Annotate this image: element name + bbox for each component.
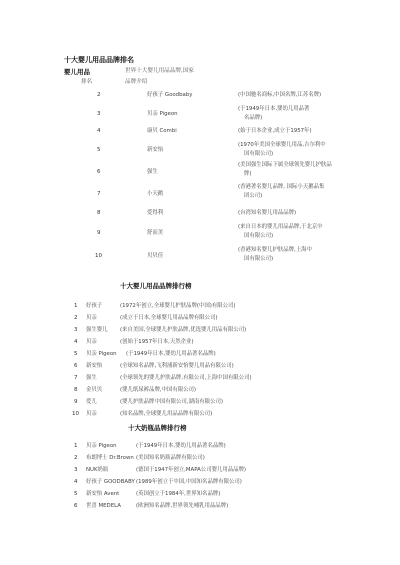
row-brand: NUK奶瓶 bbox=[86, 467, 109, 473]
row-desc-line: (香港知名婴儿护肤品牌,上海中 bbox=[238, 247, 312, 253]
section1-category: 婴儿用品 bbox=[64, 68, 90, 76]
row-number: 6 bbox=[97, 169, 101, 175]
row-number: 2 bbox=[97, 92, 101, 98]
row-number: 5 bbox=[74, 351, 78, 357]
row-desc: (欧洲知名品牌,世界领先哺乳用品品牌) bbox=[136, 503, 229, 509]
row-desc: (于1949年日本,婴幼儿用品著名品牌) bbox=[126, 351, 216, 357]
row-brand: 爱儿 bbox=[86, 399, 97, 405]
row-brand: 强生婴儿 bbox=[86, 327, 108, 333]
row-brand: 世喜 MEDELA bbox=[86, 503, 121, 509]
document-title: 十大婴儿用品品牌排名 bbox=[64, 56, 134, 64]
section2-title: 十大婴儿用品品牌排行榜 bbox=[120, 282, 192, 290]
row-desc-line: 国有限公司) bbox=[244, 151, 274, 157]
row-brand: 好孩子 Goodbaby bbox=[147, 92, 193, 98]
section1-col-rank: 排名 bbox=[81, 79, 93, 85]
row-brand: 强生 bbox=[147, 169, 158, 175]
row-number: 10 bbox=[72, 411, 79, 417]
row-brand: 强生 bbox=[86, 375, 97, 381]
row-desc: (1989年创立于中国,中国知名品牌有限公司) bbox=[136, 479, 242, 485]
row-brand: 康贝 Combi bbox=[147, 128, 177, 134]
row-brand: 新安怡 Avent bbox=[86, 491, 120, 497]
row-number: 2 bbox=[74, 315, 78, 321]
row-number: 1 bbox=[74, 303, 78, 309]
row-desc-line: (来自日本的婴儿用品品牌,于北京中 bbox=[238, 224, 323, 230]
row-desc-line: (1970年美国全球婴儿用品,吉尔利中 bbox=[238, 142, 326, 148]
row-brand: 贝亲 bbox=[86, 315, 97, 321]
row-desc: (英国创立于1984年,世界知名品牌) bbox=[136, 491, 221, 497]
row-number: 8 bbox=[97, 210, 101, 216]
section1-desc-header: 世界十大婴儿用品品牌,国家 bbox=[125, 68, 194, 74]
row-number: 6 bbox=[74, 503, 78, 509]
row-desc: (婴儿纸尿裤品牌,中国有限公司) bbox=[120, 387, 196, 393]
row-number: 7 bbox=[97, 191, 101, 197]
row-desc: (美国知名奶瓶品牌有限公司) bbox=[136, 455, 205, 461]
row-number: 5 bbox=[97, 147, 101, 153]
row-desc-line: 团公司) bbox=[244, 193, 263, 199]
row-number: 10 bbox=[95, 253, 102, 259]
row-desc: (全球领先的婴儿护肤品牌,有限公司,上海中国有限公司) bbox=[120, 375, 252, 381]
row-desc-line: (台湾知名婴儿用品品牌) bbox=[238, 210, 297, 216]
row-brand: 爱得利 bbox=[147, 210, 164, 216]
row-desc-line: (美国强生国际下属全球领先婴儿护肤品 bbox=[238, 162, 332, 168]
row-number: 5 bbox=[74, 491, 78, 497]
section1-col-detail: 品牌介绍 bbox=[125, 79, 148, 85]
row-desc: (成立于日本,全球婴儿用品品牌有限公司) bbox=[120, 315, 218, 321]
row-brand: 舒而美 bbox=[147, 230, 164, 236]
row-brand: 新安怡 bbox=[147, 147, 164, 153]
row-number: 7 bbox=[74, 375, 78, 381]
row-desc: (创始于1957年日本,天然企业) bbox=[120, 339, 194, 345]
row-brand: 贝亲 bbox=[86, 339, 97, 345]
row-desc-line: 国有限公司) bbox=[244, 256, 274, 262]
row-brand: 贝亲 Pigeon bbox=[86, 351, 117, 357]
row-number: 9 bbox=[97, 230, 101, 236]
row-number: 4 bbox=[74, 479, 78, 485]
row-brand: 布朗博士 Dr.Brown bbox=[86, 455, 134, 461]
row-brand: 金贝贝 bbox=[86, 387, 103, 393]
row-brand: 贝亲 Pigeon bbox=[86, 443, 117, 449]
row-desc: (知名品牌,全球婴儿用品品牌有限公司) bbox=[120, 411, 213, 417]
row-desc: (德国于1947年创立,MAPA公司婴儿用品品牌) bbox=[136, 467, 247, 473]
row-desc: (于1949年日本,婴幼儿用品著名品牌) bbox=[136, 443, 226, 449]
row-desc: (1972年创立,全球婴儿护肤品牌(中国)有限公司) bbox=[120, 303, 236, 309]
row-brand: 好孩子 GOODBABY bbox=[86, 479, 135, 485]
row-desc-line: (于1949年日本,婴幼儿用品著 bbox=[238, 106, 310, 112]
row-number: 6 bbox=[74, 363, 78, 369]
row-number: 3 bbox=[74, 327, 78, 333]
row-brand: 小天鹅 bbox=[147, 191, 164, 197]
row-number: 1 bbox=[74, 443, 78, 449]
row-desc: (婴儿护肤品牌中国有限公司,湖南有限公司) bbox=[120, 399, 223, 405]
row-brand: 贝贝佳 bbox=[147, 253, 164, 259]
row-number: 8 bbox=[74, 387, 78, 393]
row-desc: (全球知名品牌,飞利浦新安怡婴儿用品有限公司) bbox=[120, 363, 234, 369]
row-desc-line: (香港著名婴儿品牌, 国际小天鹅品集 bbox=[238, 184, 325, 190]
row-number: 3 bbox=[74, 467, 78, 473]
row-brand: 贝亲 Pigeon bbox=[147, 111, 178, 117]
section3-title: 十大奶瓶品牌排行榜 bbox=[128, 424, 187, 432]
row-brand: 新安怡 bbox=[86, 363, 103, 369]
row-number: 3 bbox=[97, 111, 101, 117]
row-number: 9 bbox=[74, 399, 78, 405]
row-number: 4 bbox=[74, 339, 78, 345]
row-desc-line: 名品牌) bbox=[244, 115, 263, 121]
row-desc-line: (中国驰名商标,中国名牌,江苏名牌) bbox=[238, 92, 322, 98]
row-number: 2 bbox=[74, 455, 78, 461]
row-desc-line: (始于日本企业,成立于1957年) bbox=[238, 128, 312, 134]
row-number: 4 bbox=[97, 128, 101, 134]
row-desc: (来自美国,全球婴儿护肤品牌,优选婴儿用品有限公司) bbox=[120, 327, 247, 333]
row-desc-line: 国有限公司) bbox=[244, 233, 274, 239]
row-desc-line: 牌) bbox=[244, 171, 252, 177]
row-brand: 好孩子 bbox=[86, 303, 103, 309]
row-brand: 贝亲 bbox=[86, 411, 97, 417]
